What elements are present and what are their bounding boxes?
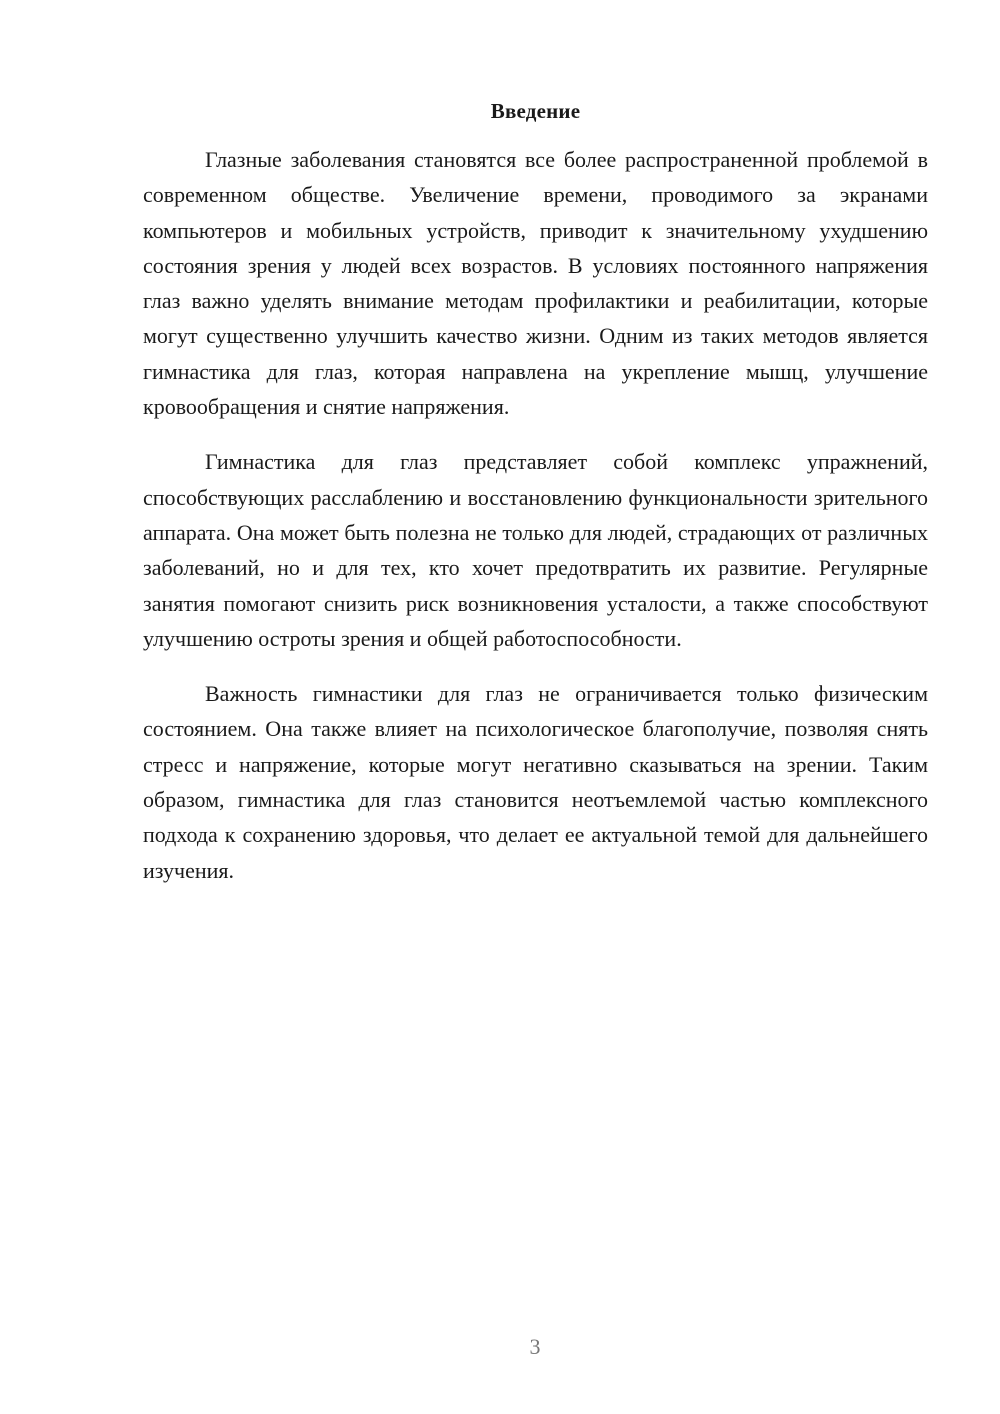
page-content bbox=[143, 96, 928, 908]
section-heading: Введение bbox=[490, 99, 581, 123]
paragraph-1: Глазные заболевания становятся все более распространенной проблемой в современном обществе. Увеличение времени, проводимого за экранами компьютеров и мобильных устройств, приводит к значительному ухудшению состояния зрения у людей всех возрастов. В условиях постоянного напряжения глаз важно уделять внимание методам профилактики и реабилитации, которые могут существенно улучшить качество жизни. Одним из таких методов является гимнастика для глаз, которая направлена на укрепление мышц, улучшение кровообращения и снятие напряжения. bbox=[143, 147, 928, 420]
paragraph-2: Гимнастика для глаз представляет собой комплекс упражнений, способствующих расслаблению и восстановлению функциональности зрительного аппарата. Она может быть полезна не только для людей, страдающих от различных заболеваний, но и для тех, кто хочет предотвратить их развитие. Регулярные занятия помогают снизить риск возникновения усталости, а также способствуют улучшению остроты зрения и общей работоспособности. bbox=[143, 449, 928, 651]
page-number: 3 bbox=[529, 1334, 541, 1359]
paragraph-3: Важность гимнастики для глаз не ограничивается только физическим состоянием. Она также влияет на психологическое благополучие, позволяя снять стресс и напряжение, которые могут негативно сказываться на зрении. Таким образом, гимнастика для глаз становится неотъемлемой частью комплексного подхода к сохранению здоровья, что делает ее актуальной темой для дальнейшего изучения. bbox=[143, 681, 928, 883]
